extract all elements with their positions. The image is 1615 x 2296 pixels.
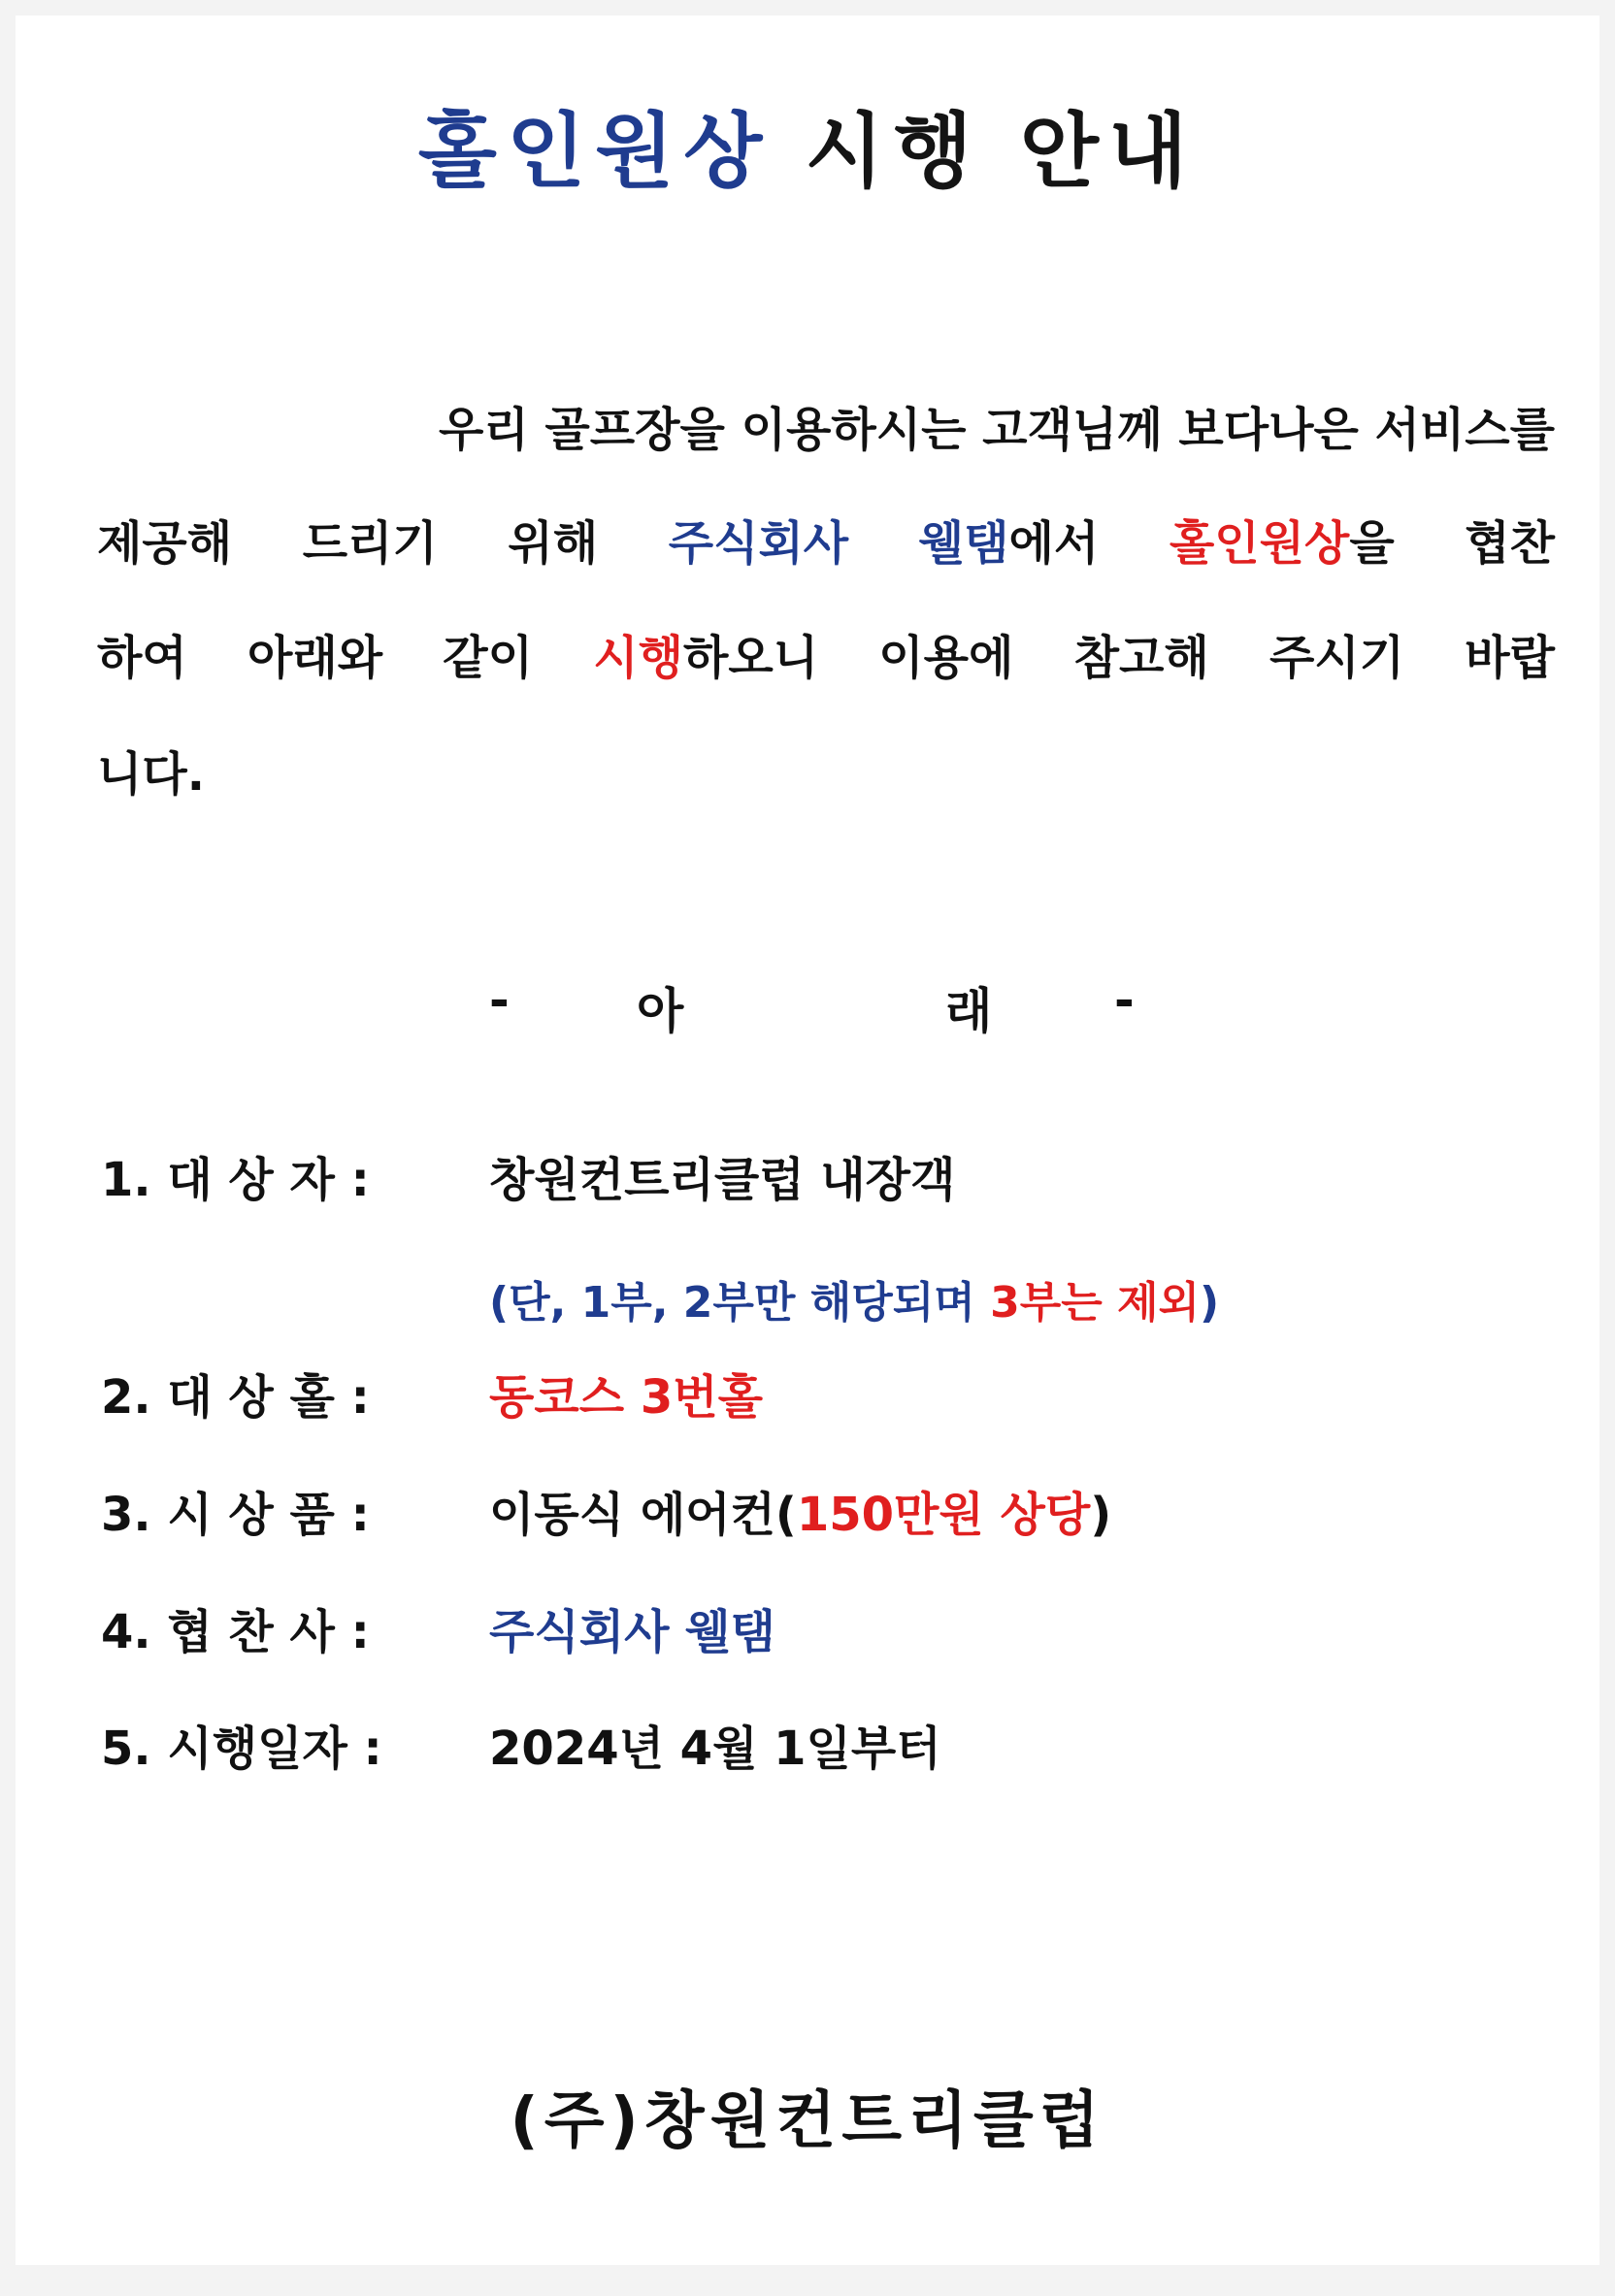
- separator-dash-left: -: [489, 972, 510, 1029]
- intro-implement: 시행: [593, 631, 683, 685]
- item-label: 2. 대 상 홀 :: [101, 1370, 370, 1425]
- detail-item-hole: [101, 1370, 763, 1425]
- title-highlight: 홀인원상: [417, 104, 773, 199]
- title-rest: 시행 안내: [805, 104, 1198, 199]
- detail-item-sponsor: [101, 1605, 775, 1659]
- item-value: 주식회사 웰탬: [489, 1605, 775, 1659]
- notice-page: [16, 16, 1599, 2265]
- detail-item-date: [101, 1722, 941, 1776]
- item-label: 4. 협 찬 사 :: [101, 1605, 370, 1659]
- item-label: 1. 대 상 자 :: [101, 1153, 370, 1207]
- intro-line-3-b: 하오니 이용에 참고해 주시기 바랍: [682, 631, 1555, 685]
- separator-dash-right: -: [1114, 972, 1135, 1029]
- intro-line-1-text: 우리 골프장을 이용하시는 고객님께 보다나은 서비스를: [438, 403, 1555, 457]
- intro-line-4: [97, 747, 1555, 802]
- item-label: 5. 시행일자 :: [101, 1722, 382, 1776]
- item-label: 3. 시 상 품 :: [101, 1488, 370, 1542]
- item-value: 이동식 에어컨(: [489, 1488, 797, 1542]
- item-value-end: ): [1090, 1488, 1112, 1542]
- intro-line-2-a: 제공해 드리기 위해: [97, 516, 669, 571]
- detail-item-target: [101, 1153, 956, 1207]
- intro-prize: 홀인원상: [1169, 516, 1350, 571]
- intro-line-3: [97, 631, 1555, 685]
- separator-char-2: 래: [945, 983, 993, 1039]
- note-close: ): [1200, 1278, 1220, 1328]
- intro-line-3-a: 하여 아래와 같이: [97, 631, 594, 685]
- intro-line-1: [97, 403, 1555, 457]
- intro-sponsor: 주식회사 웰탬: [668, 516, 1009, 571]
- section-separator: [16, 972, 1599, 1039]
- item-value: 2024년 4월 1일부터: [489, 1722, 941, 1776]
- detail-item-prize: [101, 1488, 1112, 1542]
- intro-line-2: [97, 516, 1556, 571]
- intro-line-4-text: 니다.: [97, 747, 205, 802]
- item-value: 창원컨트리클럽 내장객: [489, 1153, 956, 1207]
- note-red: 3부는 제외: [990, 1278, 1201, 1328]
- item-value-highlight: 150만원 상당: [796, 1488, 1091, 1542]
- item-value: 동코스 3번홀: [489, 1370, 763, 1425]
- target-note: [489, 1267, 1219, 1329]
- page-title: [16, 104, 1599, 199]
- intro-line-2-c: 을 협찬: [1349, 516, 1556, 571]
- intro-line-2-b: 에서: [1008, 516, 1170, 571]
- organization-name: (주)창원컨트리클럽: [510, 2085, 1105, 2157]
- note-blue: (단, 1부, 2부만 해당되며: [489, 1278, 991, 1328]
- separator-char-1: 아: [637, 983, 684, 1039]
